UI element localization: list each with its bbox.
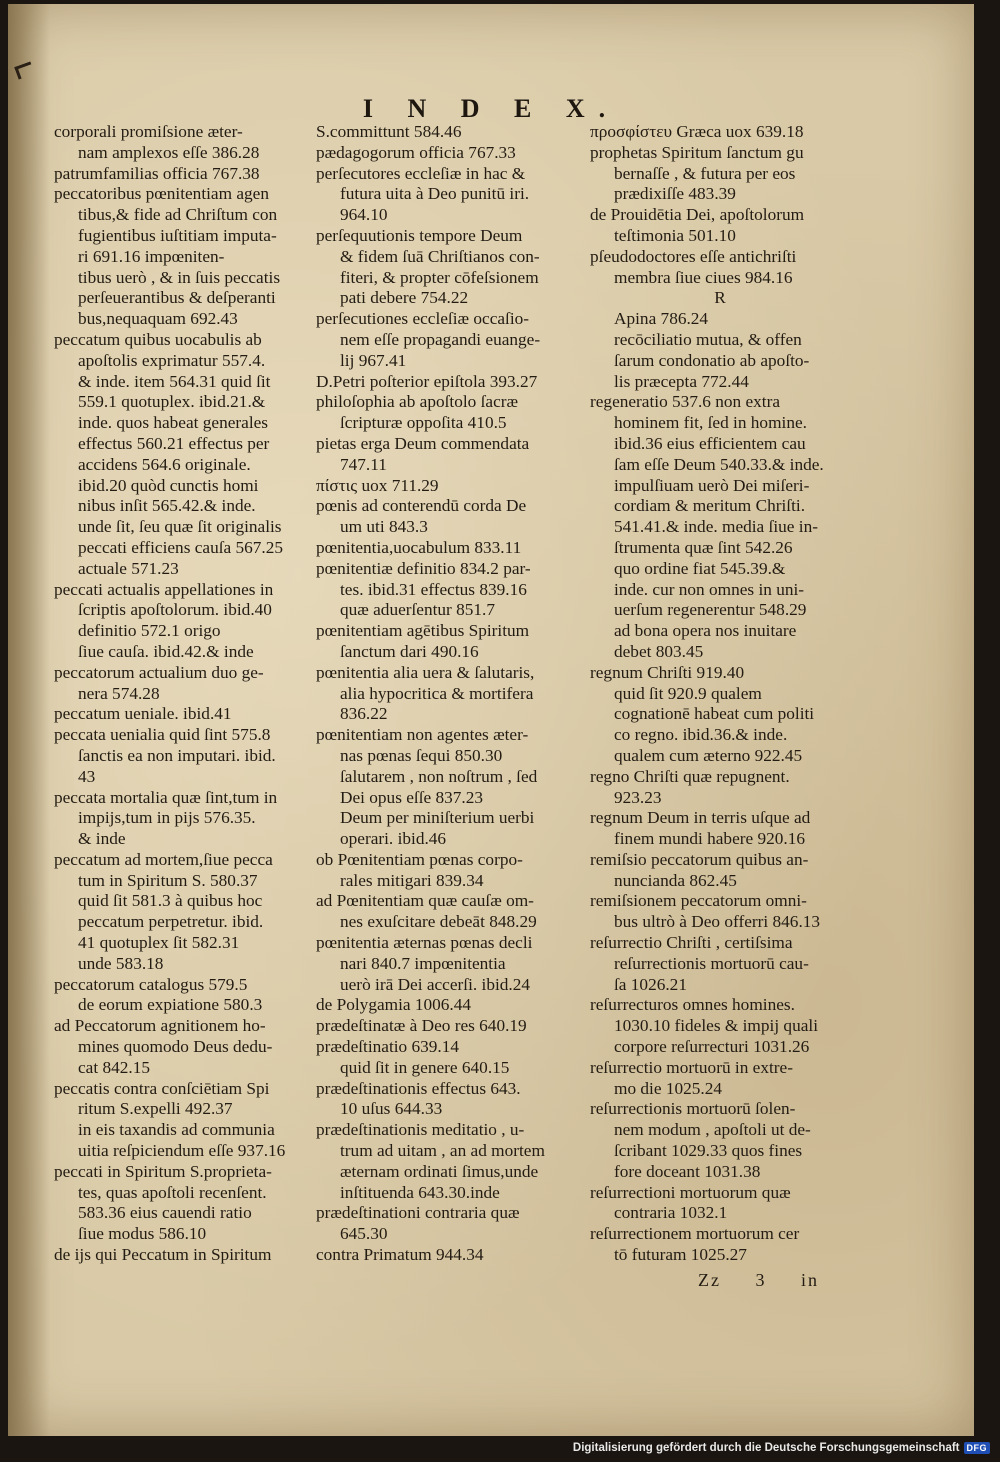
index-entry-line: peccatum ad mortem,ſiue pecca (54, 849, 273, 869)
index-entry-line: contraria 1032.1 (614, 1203, 728, 1223)
index-entry-line: quid ſit 581.3 à quibus hoc (78, 891, 263, 911)
index-entry-line: alia hypocritica & mortifera (340, 683, 534, 703)
index-entry-line: ſcripturæ oppoſita 410.5 (340, 413, 507, 433)
page-signature (698, 1270, 847, 1291)
index-entry-line: pœnitentiam agētibus Spiritum (316, 621, 530, 641)
index-entry-line: accidens 564.6 originale. (78, 454, 251, 474)
index-entry-line: ſarum condonatio ab apoſto- (614, 350, 810, 370)
index-entry-line: in eis taxandis ad communia (78, 1120, 275, 1140)
index-entry-line: trum ad uitam , an ad mortem (340, 1141, 545, 1161)
index-entry-line: 43 (78, 766, 96, 786)
index-entry-line: ritum S.expelli 492.37 (78, 1099, 233, 1119)
index-entry-line: corpore reſurrecturi 1031.26 (614, 1037, 810, 1057)
catchword: in (800, 1270, 819, 1290)
index-entry-line: effectus 560.21 effectus per (78, 433, 270, 453)
index-entry-line: ibid.36 eius efficientem cau (614, 433, 806, 453)
index-entry-line: pœnitentiam non agentes æter- (316, 725, 529, 745)
index-entry-line: reſurrectioni mortuorum quæ (590, 1182, 791, 1202)
index-column-2 (316, 122, 576, 1266)
index-entry-line: 645.30 (340, 1224, 388, 1244)
index-entry-line: peccata uenialia quid ſint 575.8 (54, 725, 271, 745)
index-entry-line: nas pœnas ſequi 850.30 (340, 745, 503, 765)
index-entry-line: co regno. ibid.36.& inde. (614, 725, 788, 745)
index-entry-line: 923.23 (614, 787, 662, 807)
index-entry-line: 10 uſus 644.33 (340, 1099, 443, 1119)
index-entry-line: perſeuerantibus & deſperanti (78, 288, 276, 308)
index-entry-line: tum in Spiritum S. 580.37 (78, 870, 258, 890)
index-entry-line: lis præcepta 772.44 (614, 371, 749, 391)
index-entry-line: pœnis ad conterendū corda De (316, 496, 527, 516)
index-entry-line: reſurrecturos omnes homines. (590, 995, 795, 1015)
index-entry-line: ad bona opera nos inuitare (614, 621, 797, 641)
index-column-3 (590, 122, 850, 1266)
margin-mark (14, 61, 34, 79)
index-entry-line: 747.11 (340, 454, 387, 474)
index-entry-line: membra ſiue ciues 984.16 (614, 267, 793, 287)
index-entry-line: nam amplexos eſſe 386.28 (78, 142, 260, 162)
index-entry-line: pœnitentia alia uera & ſalutaris, (316, 662, 535, 682)
index-entry-line: 41 quotuplex ſit 582.31 (78, 933, 240, 953)
index-entry-line: Deum per miniſterium uerbi (340, 808, 535, 828)
index-entry-line: regnum Deum in terris uſque ad (590, 808, 811, 828)
index-entry-line: tō futuram 1025.27 (614, 1245, 747, 1265)
index-entry-line: nem eſſe propagandi euange- (340, 329, 541, 349)
index-entry-line: ſa 1026.21 (614, 974, 687, 994)
index-entry-line: de Polygamia 1006.44 (316, 995, 472, 1015)
index-entry-line: unde 583.18 (78, 953, 164, 973)
index-entry-line: uerò irā Dei accerſi. ibid.24 (340, 974, 531, 994)
index-entry-line: tes. ibid.31 effectus 839.16 (340, 579, 527, 599)
index-entry-line: perſecutiones eccleſiæ occaſio- (316, 309, 530, 329)
index-entry-line: mo die 1025.24 (614, 1078, 722, 1098)
index-entry-line: peccati efficiens cauſa 567.25 (78, 537, 284, 557)
index-entry-line: perſecutores eccleſiæ in hac & (316, 163, 526, 183)
page-header: I N D E X. (362, 94, 620, 123)
index-entry-line: bus ultrò à Deo offerri 846.13 (614, 912, 821, 932)
index-entry-line: cordiam & meritum Chriſti. (614, 496, 806, 516)
index-entry-line: unde ſit, ſeu quæ ſit originalis (78, 517, 282, 537)
index-entry-line: philoſophia ab apoſtolo ſacræ (316, 392, 519, 412)
index-entry-line: quid ſit 920.9 qualem (614, 683, 762, 703)
index-entry-line: reſurrectionem mortuorum cer (590, 1224, 800, 1244)
index-entry-line: quo ordine fiat 545.39.& (614, 558, 786, 578)
index-entry-line: ſam eſſe Deum 540.33.& inde. (614, 454, 824, 474)
index-entry-line: operari. ibid.46 (340, 829, 447, 849)
index-entry-line: prædeſtinatæ à Deo res 640.19 (316, 1016, 527, 1036)
index-entry-line: peccatum ueniale. ibid.41 (54, 704, 232, 724)
index-entry-line: ſalutarem , non noſtrum , ſed (340, 766, 538, 786)
index-entry-line: & fidem ſuā Chriſtianos con- (340, 246, 540, 266)
index-entry-line: regnum Chriſti 919.40 (590, 662, 745, 682)
index-entry-line: prædeſtinatio 639.14 (316, 1037, 460, 1057)
index-entry-line: pſeudodoctores eſſe antichriſti (590, 246, 797, 266)
index-entry-line: de Prouidētia Dei, apoſtolorum (590, 205, 805, 225)
index-entry-line: bus,nequaquam 692.43 (78, 309, 238, 329)
index-entry-line: ſiue cauſa. ibid.42.& inde (78, 641, 254, 661)
index-entry-line: um uti 843.3 (340, 517, 428, 537)
index-entry-line: fugientibus iuſtitiam imputa- (78, 225, 277, 245)
index-entry-line: prædeſtinationis meditatio , u- (316, 1120, 525, 1140)
index-entry-line: nes exuſcitare debeāt 848.29 (340, 912, 537, 932)
index-entry-line: & inde. item 564.31 quid ſit (78, 371, 271, 391)
index-entry-line: 541.41.& inde. media ſiue in- (614, 517, 818, 537)
index-entry-line: cat 842.15 (78, 1057, 150, 1077)
index-entry-line: tes, quas apoſtoli recenſent. (78, 1182, 267, 1202)
credit-text: Digitalisierung gefördert durch die Deutsche Forschungsgemeinschaft (572, 1442, 960, 1454)
index-entry-line: definitio 572.1 origo (78, 621, 221, 641)
index-entry-line: D.Petri poſterior epiſtola 393.27 (316, 371, 538, 391)
index-entry-line: inſtituenda 643.30.inde (340, 1182, 500, 1202)
index-entry-line: apoſtolis exprimatur 557.4. (78, 350, 266, 370)
index-entry-line: impulſiuam uerò Dei miſeri- (614, 475, 810, 495)
index-entry-line: de ijs qui Peccatum in Spiritum (54, 1245, 272, 1265)
index-entry-line: prophetas Spiritum ſanctum gu (590, 142, 804, 162)
index-entry-line: & inde (78, 829, 126, 849)
index-entry-line: patrumfamilias officia 767.38 (54, 163, 260, 183)
index-entry-line: finem mundi habere 920.16 (614, 829, 806, 849)
index-entry-line: uitia reſpiciendum eſſe 937.16 (78, 1141, 286, 1161)
index-entry-line: 1030.10 fideles & impij quali (614, 1016, 818, 1036)
index-entry-line: ad Pœnitentiam quæ cauſæ om- (316, 891, 534, 911)
index-entry-line: recōciliatio mutua, & offen (614, 329, 802, 349)
index-entry-line: S.committunt 584.46 (316, 122, 462, 141)
index-entry-line: nari 840.7 impœnitentia (340, 953, 506, 973)
index-entry-line: reſurrectio mortuorū in extre- (590, 1057, 793, 1077)
index-entry-line: 559.1 quotuplex. ibid.21.& (78, 392, 266, 412)
index-entry-line: ad Peccatorum agnitionem ho- (54, 1016, 266, 1036)
index-entry-line: remiſsionem peccatorum omni- (590, 891, 807, 911)
index-entry-line: πίστις uox 711.29 (316, 475, 439, 495)
index-entry-line: pædagogorum officia 767.33 (316, 142, 516, 162)
index-entry-line: rales mitigari 839.34 (340, 870, 484, 890)
index-entry-line: peccatorum actualium duo ge- (54, 662, 264, 682)
signature-mark: Zz (698, 1270, 721, 1290)
index-entry-line: 836.22 (340, 704, 388, 724)
index-entry-line: reſurrectio Chriſti , certiſsima (590, 933, 793, 953)
index-entry-line: peccata mortalia quæ ſint,tum in (54, 787, 278, 807)
index-entry-line: quid ſit in genere 640.15 (340, 1057, 510, 1077)
signature-number: 3 (755, 1270, 767, 1290)
index-entry-line: nera 574.28 (78, 683, 160, 703)
index-entry-line: pietas erga Deum commendata (316, 433, 530, 453)
index-entry-line: perſequutionis tempore Deum (316, 225, 523, 245)
index-entry-line: prædeſtinationi contraria quæ (316, 1203, 520, 1223)
index-entry-line: prædixiſſe 483.39 (614, 184, 736, 204)
index-entry-line: bernaſſe , & futura per eos (614, 163, 796, 183)
book-page (8, 4, 974, 1436)
index-entry-line: teſtimonia 501.10 (614, 225, 736, 245)
index-entry-line: nuncianda 862.45 (614, 870, 737, 890)
index-entry-line: actuale 571.23 (78, 558, 179, 578)
index-entry-line: προσφίστευ Græca uox 639.18 (590, 122, 804, 141)
index-entry-line: ibid.20 quòd cunctis homi (78, 475, 259, 495)
index-entry-line: prædeſtinationis effectus 643. (316, 1078, 521, 1098)
index-entry-line: qualem cum æterno 922.45 (614, 745, 803, 765)
index-entry-line: ſcribant 1029.33 quos fines (614, 1141, 803, 1161)
index-entry-line: tibus,& fide ad Chriſtum con (78, 205, 278, 225)
index-entry-line: inde. quos habeat generales (78, 413, 269, 433)
index-entry-line: Apina 786.24 (614, 309, 709, 329)
index-entry-line: reſurrectionis mortuorū cau- (614, 953, 809, 973)
index-entry-line: peccatoribus pœnitentiam agen (54, 184, 269, 204)
index-entry-line: Dei opus eſſe 837.23 (340, 787, 484, 807)
index-entry-line: futura uita à Deo punitū iri. (340, 184, 530, 204)
index-entry-line: ſanctum dari 490.16 (340, 641, 479, 661)
index-entry-line: 583.36 eius cauendi ratio (78, 1203, 252, 1223)
index-entry-line: nem modum , apoſtoli ut de- (614, 1120, 811, 1140)
index-entry-line: ob Pœnitentiam pœnas corpo- (316, 849, 523, 869)
index-entry-line: remiſsio peccatorum quibus an- (590, 849, 809, 869)
index-entry-line: pati debere 754.22 (340, 288, 469, 308)
index-entry-line: peccatum quibus uocabulis ab (54, 329, 262, 349)
digitization-credit (573, 1442, 990, 1454)
index-entry-line: peccati actualis appellationes in (54, 579, 274, 599)
dfg-logo-icon: DFG (964, 1442, 991, 1454)
index-entry-line: pœnitentiæ definitio 834.2 par- (316, 558, 531, 578)
index-entry-line: mines quomodo Deus dedu- (78, 1037, 273, 1057)
index-entry-line: ſanctis ea non imputari. ibid. (78, 745, 276, 765)
index-entry-line: regeneratio 537.6 non extra (590, 392, 781, 412)
index-entry-line: regno Chriſti quæ repugnent. (590, 766, 790, 786)
index-entry-line: pœnitentia,uocabulum 833.11 (316, 537, 522, 557)
index-entry-line: corporali promiſsione æter- (54, 122, 243, 141)
index-entry-line: inde. cur non omnes in uni- (614, 579, 805, 599)
index-entry-line: quæ aduerſentur 851.7 (340, 600, 496, 620)
index-entry-line: R (714, 288, 726, 308)
index-entry-line: ſiue modus 586.10 (78, 1224, 207, 1244)
index-entry-line: æternam ordinati ſimus,unde (340, 1161, 539, 1181)
index-entry-line: fiteri, & propter cōfeſsionem (340, 267, 539, 287)
index-entry-line: ſcriptis apoſtolorum. ibid.40 (78, 600, 272, 620)
index-entry-line: peccatis contra conſciētiam Spi (54, 1078, 270, 1098)
index-entry-line: ſtrumenta quæ ſint 542.26 (614, 537, 793, 557)
index-entry-line: peccatum perpetretur. ibid. (78, 912, 264, 932)
index-entry-line: cognationē habeat cum politi (614, 704, 815, 724)
index-entry-line: ri 691.16 impœniten- (78, 246, 225, 266)
index-entry-line: de eorum expiatione 580.3 (78, 995, 263, 1015)
index-entry-line: reſurrectionis mortuorū ſolen- (590, 1099, 796, 1119)
index-entry-line: peccatorum catalogus 579.5 (54, 974, 248, 994)
index-entry-line: hominem fit, ſed in homine. (614, 413, 807, 433)
index-entry-line: impijs,tum in pijs 576.35. (78, 808, 256, 828)
index-entry-line: tibus uerò , & in ſuis peccatis (78, 267, 281, 287)
index-entry-line: uerſum regenerentur 548.29 (614, 600, 807, 620)
index-entry-line: debet 803.45 (614, 641, 704, 661)
index-entry-line: fore doceant 1031.38 (614, 1161, 761, 1181)
index-entry-line: contra Primatum 944.34 (316, 1245, 484, 1265)
index-entry-line: nibus inſit 565.42.& inde. (78, 496, 256, 516)
index-entry-line: lij 967.41 (340, 350, 407, 370)
index-entry-line: 964.10 (340, 205, 388, 225)
index-column-1 (54, 122, 304, 1266)
index-entry-line: peccati in Spiritum S.proprieta- (54, 1161, 272, 1181)
index-entry-line: pœnitentia æternas pœnas decli (316, 933, 533, 953)
